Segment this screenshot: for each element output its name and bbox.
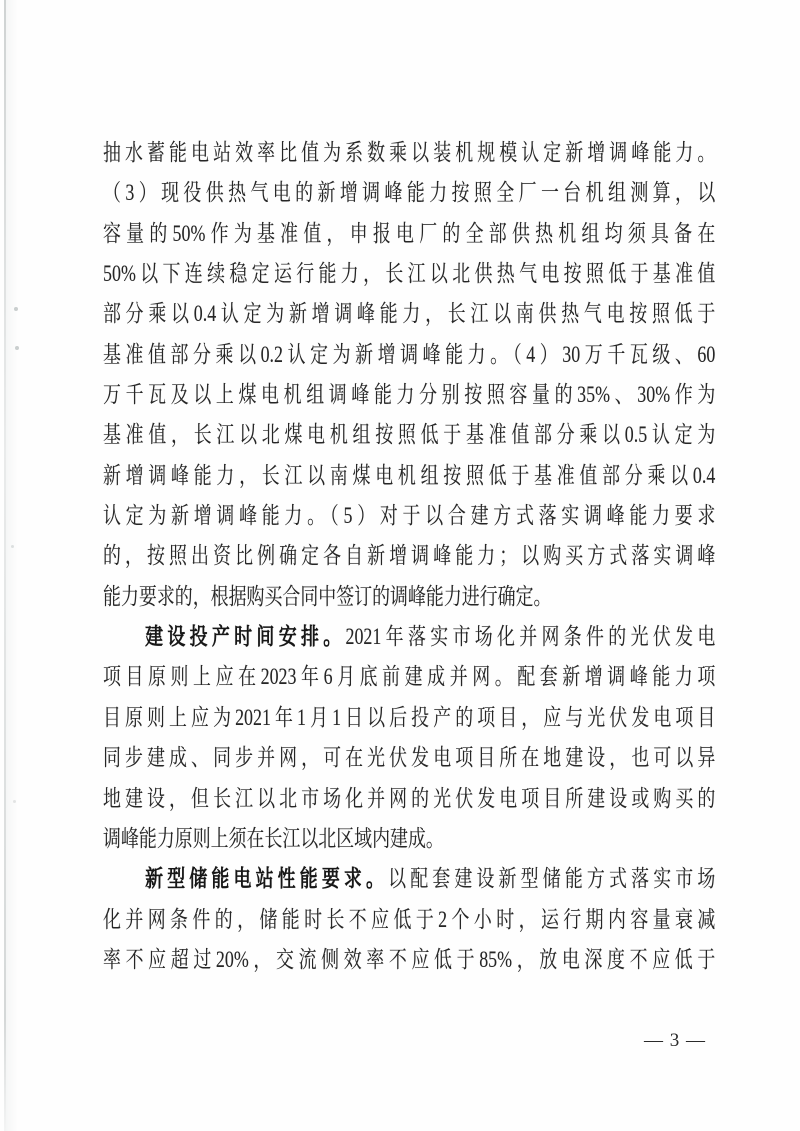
line-text: 50%以下连续稳定运行能力，长江以北供热气电按照低于基准值 [103,261,716,287]
scan-speck [11,545,14,548]
scan-speck [15,346,19,350]
line-text: 的，按照出资比例确定各自新增调峰能力；以购买方式落实调峰 [103,543,716,569]
text-line [103,254,715,294]
text-line [103,698,715,738]
page-number: — 3 — [644,1030,706,1051]
line-text: 项目原则上应在2023年6月底前建成并网。配套新增调峰能力项 [103,664,716,690]
text-line [103,133,715,173]
paragraph-lead-bold: 建设投产时间安排。 [145,624,346,650]
text-line [103,617,715,657]
text-line [103,900,715,940]
scan-speck [14,307,18,311]
line-text: 同步建成、同步并网，可在光伏发电项目所在地建设，也可以异 [103,745,716,771]
line-text: 认定为新增调峰能力。（5）对于以合建方式落实调峰能力要求 [103,503,716,529]
text-line [103,456,715,496]
line-text: 化并网条件的，储能时长不应低于2个小时，运行期内容量衰减 [103,906,716,932]
line-text: 抽水蓄能电站效率比值为系数乘以装机规模认定新增调峰能力。 [103,140,716,165]
text-line [103,657,715,697]
line-text: 能力要求的，根据购买合同中签订的调峰能力进行确定。 [103,583,552,609]
line-text: 新增调峰能力，长江以南煤电机组按照低于基准值部分乘以0.4 [103,462,716,488]
line-text: 万千瓦及以上煤电机组调峰能力分别按照容量的35%、30%作为 [103,382,716,408]
text-line [103,536,715,576]
line-text: 目原则上应为2021年1月1日以后投产的项目，应与光伏发电项目 [103,704,716,730]
text-line [103,415,715,455]
text-line [103,375,715,415]
text-line [103,294,715,334]
line-text: 以配套建设新型储能方式落实市场 [388,866,716,892]
text-line [103,335,715,375]
line-text: （3）现役供热气电的新增调峰能力按照全厂一台机组测算，以 [103,180,716,206]
line-text: 调峰能力原则上须在长江以北区域内建成。 [103,825,444,851]
text-line [103,819,715,859]
line-text: 率不应超过20%，交流侧效率不应低于85%，放电深度不应低于 [103,946,716,972]
text-line [103,779,715,819]
line-text: 基准值，长江以北煤电机组按照低于基准值部分乘以0.5认定为 [103,422,716,448]
text-line [103,577,715,617]
text-line [103,940,715,980]
text-line [103,173,715,213]
line-text: 容量的50%作为基准值，申报电厂的全部供热机组均须具备在 [103,220,716,246]
line-text: 部分乘以0.4认定为新增调峰能力，长江以南供热气电按照低于 [103,301,716,327]
document-body [103,133,717,983]
text-line [103,214,715,254]
line-text: 2021年落实市场化并网条件的光伏发电 [345,624,716,650]
text-line [103,738,715,778]
text-line [103,496,715,536]
line-text: 地建设，但长江以北市场化并网的光伏发电项目所建设或购买的 [103,785,716,811]
paragraph-lead-bold: 新型储能电站性能要求。 [145,866,389,892]
text-line [103,859,715,899]
page-left-shade [6,0,18,1131]
scan-speck [13,800,16,803]
line-text: 基准值部分乘以0.2认定为新增调峰能力。（4）30万千瓦级、60 [103,341,716,367]
